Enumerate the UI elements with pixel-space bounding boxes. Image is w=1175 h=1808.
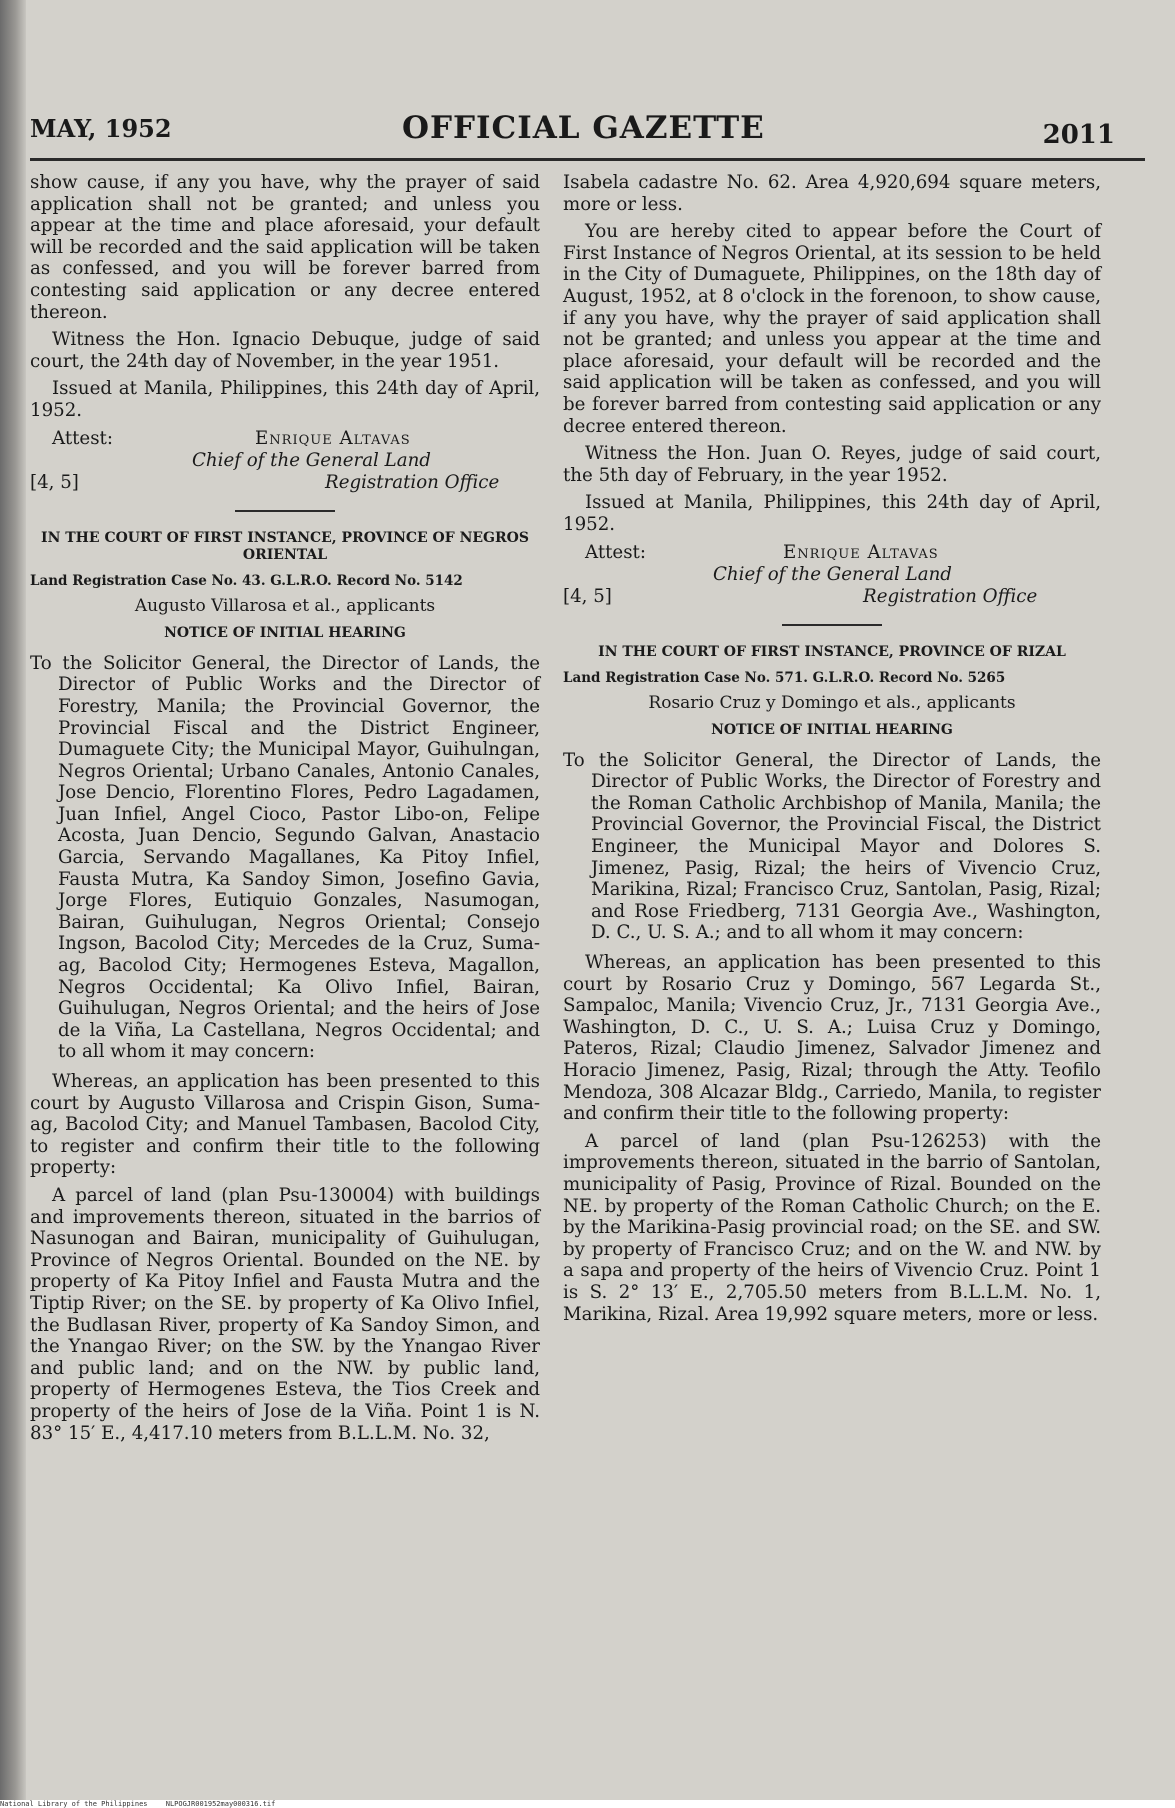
header-date: MAY, 1952 [30,114,172,143]
right-paragraph-cited: You are hereby cited to appear before the Court of First Instance of Negros Oriental, at its session to be held in the City of Dumaguete, Philippines, on the 18th day of August, 1952, at 8 o'clock in the forenoon, to show cause, if any you have, why the prayer of said application shall not be granted; and unless you appear at the time and place aforesaid, your default will be recorded and the said application will be taken as confessed, and you will be forever barred from contesting said application or any decree entered thereon. [563,221,1101,437]
left-addressees: To the Solicitor General, the Director of Lands, the Director of Public Works and the Director of Forestry, Manila; the Provincial Governor, the Provincial Fiscal and the District Engineer, Dumaguete City; the Municipal Mayor, Guihulngan, Negros Oriental; Urbano Canales, Antonio Canales, Jose Dencio, Florentino Flores, Pedro Lagadamen, Juan Infiel, Angel Cioco, Pastor Libo-on, Felipe Acosta, Juan Dencio, Segundo Galvan, Anastacio Garcia, Servando Magallanes, Ka Pitoy Infiel, Fausta Mutra, Ka Sandoy Simon, Josefino Gavia, Jorge Flores, Eutiquio Gonzales, Nasumogan, Bairan, Guihulugan, Negros Oriental; Consejo Ingson, Bacolod City; Mercedes de la Cruz, Suma-ag, Bacolod City; Hermogenes Esteva, Magallon, Negros Occidental; Ka Olivo Infiel, Bairan, Guihulugan, Negros Oriental; and the heirs of Jose de la Viña, La Castellana, Negros Occidental; and to all whom it may concern: [30,652,540,1063]
header-page-number: 2011 [1042,120,1115,150]
right-paragraph-witness: Witness the Hon. Juan O. Reyes, judge of said court, the 5th day of February, in the year 1952. [563,443,1101,486]
right-attest-row-3 [563,586,1101,608]
left-attest-title-2: Registration Office [325,471,500,493]
left-section-divider [235,510,335,512]
right-column [563,172,1101,1331]
right-attest-row-2 [563,564,1101,586]
left-attest-label: Attest: [52,427,113,449]
left-attest-signatory: Enrique Altavas [255,427,411,449]
right-addressees: To the Solicitor General, the Director of Lands, the Director of Public Works, the Director of Forestry and the Roman Catholic Archbishop of Manila, Manila; the Provincial Governor, the Provincial Fiscal, the District Engineer, the Municipal Mayor and Dolores S. Jimenez, Pasig, Rizal; the heirs of Vivencio Cruz, Marikina, Rizal; Francisco Cruz, Santolan, Pasig, Rizal; and Rose Friedberg, 7131 Georgia Ave., Washington, D. C., U. S. A.; and to all whom it may concern: [563,749,1101,944]
right-notice-title: NOTICE OF INITIAL HEARING [711,722,953,739]
left-attest-issue-number: [4, 5] [30,471,79,493]
left-attest-row-1 [30,428,540,450]
scan-footer [0,1800,1175,1808]
footer-filename: NLPOGJR001952may000316.tif [165,1800,276,1808]
right-section-divider [782,624,882,626]
footer-library: National Library of the Philippines [0,1800,148,1808]
left-parcel-description: A parcel of land (plan Psu-130004) with buildings and improvements thereon, situated in the barrios of Nasunogan and Bairan, municipality of Guihulugan, Province of Negros Oriental. Bounded on the NE. by property of Ka Pitoy Infiel and Fausta Mutra and the Tiptip River; on the SE. by property of Ka Olivo Infiel, the Budlasan River, property of Ka Sandoy Simon, and the Ynangao River; on the SW. by the Ynangao River and public land; and on the NW. by public land, property of Hermogenes Esteva, the Tios Creek and property of the heirs of Jose de la Viña. Point 1 is N. 83° 15′ E., 4,417.10 meters from B.L.L.M. No. 32, [30,1184,540,1444]
left-case-number: Land Registration Case No. 43. G.L.R.O. Record No. 5142 [30,572,463,589]
left-paragraph-show-cause: show cause, if any you have, why the prayer of said application shall not be granted; and unless you appear at the time and place aforesaid, your default will be recorded and the said application will be taken as confessed, and you will be forever barred from contesting said application or any decree entered thereon. [30,172,540,323]
header-title: OFFICIAL GAZETTE [402,110,765,146]
right-parcel-description: A parcel of land (plan Psu-126253) with the improvements thereon, situated in the barrio of Santolan, municipality of Pasig, Province of Rizal. Bounded on the NE. by property of the Roman Catholic Church; on the E. by the Marikina-Pasig provincial road; on the SE. and SW. by property of Francisco Cruz; and on the W. and NW. by a sapa and property of the heirs of Vivencio Cruz. Point 1 is S. 2° 13′ E., 2,705.50 meters from B.L.L.M. No. 1, Marikina, Rizal. Area 19,992 square meters, more or less. [563,1130,1101,1325]
page-binding-shadow [0,0,26,1800]
header-rule [30,158,1145,161]
right-attest-title-2: Registration Office [863,585,1038,607]
right-paragraph-issued: Issued at Manila, Philippines, this 24th day of April, 1952. [563,492,1101,535]
left-paragraph-issued: Issued at Manila, Philippines, this 24th day of April, 1952. [30,378,540,421]
right-attest-row-1 [563,542,1101,564]
left-attest-row-2 [30,450,540,472]
left-court-heading: IN THE COURT OF FIRST INSTANCE, PROVINCE OF NEGROS ORIENTAL [41,529,529,563]
left-column [30,172,540,1450]
right-attest-signatory: Enrique Altavas [783,541,939,563]
right-court-heading: IN THE COURT OF FIRST INSTANCE, PROVINCE OF RIZAL [598,643,1066,660]
left-attest-title-1: Chief of the General Land [192,449,431,471]
right-case-number: Land Registration Case No. 571. G.L.R.O. Record No. 5265 [563,669,1006,686]
right-applicants: Rosario Cruz y Domingo et als., applicants [648,692,1016,713]
right-paragraph-cadastre: Isabela cadastre No. 62. Area 4,920,694 square meters, more or less. [563,172,1101,215]
left-paragraph-witness: Witness the Hon. Ignacio Debuque, judge of said court, the 24th day of November, in the year 1951. [30,329,540,372]
right-attest-label: Attest: [585,541,646,563]
left-applicants: Augusto Villarosa et al., applicants [134,595,436,616]
right-attest-issue-number: [4, 5] [563,585,612,607]
right-attest-title-1: Chief of the General Land [713,563,952,585]
left-attest-row-3 [30,472,540,494]
page-header [30,110,1145,150]
right-whereas: Whereas, an application has been presented to this court by Rosario Cruz y Domingo, 567 Legarda St., Sampaloc, Manila; Vivencio Cruz, Jr., 7131 Georgia Ave., Washington, D. C., U. S. A.; Luisa Cruz y Domingo, Pateros, Rizal; Claudio Jimenez, Salvador Jimenez and Horacio Jimenez, Pasig, Rizal; through the Atty. Teofilo Mendoza, 308 Alcazar Bldg., Carriedo, Manila, to register and confirm their title to the following property: [563,952,1101,1125]
left-whereas: Whereas, an application has been presented to this court by Augusto Villarosa and Crispin Gison, Suma-ag, Bacolod City; and Manuel Tambasen, Bacolod City, to register and confirm their title to the following property: [30,1071,540,1179]
left-notice-title: NOTICE OF INITIAL HEARING [164,625,406,642]
